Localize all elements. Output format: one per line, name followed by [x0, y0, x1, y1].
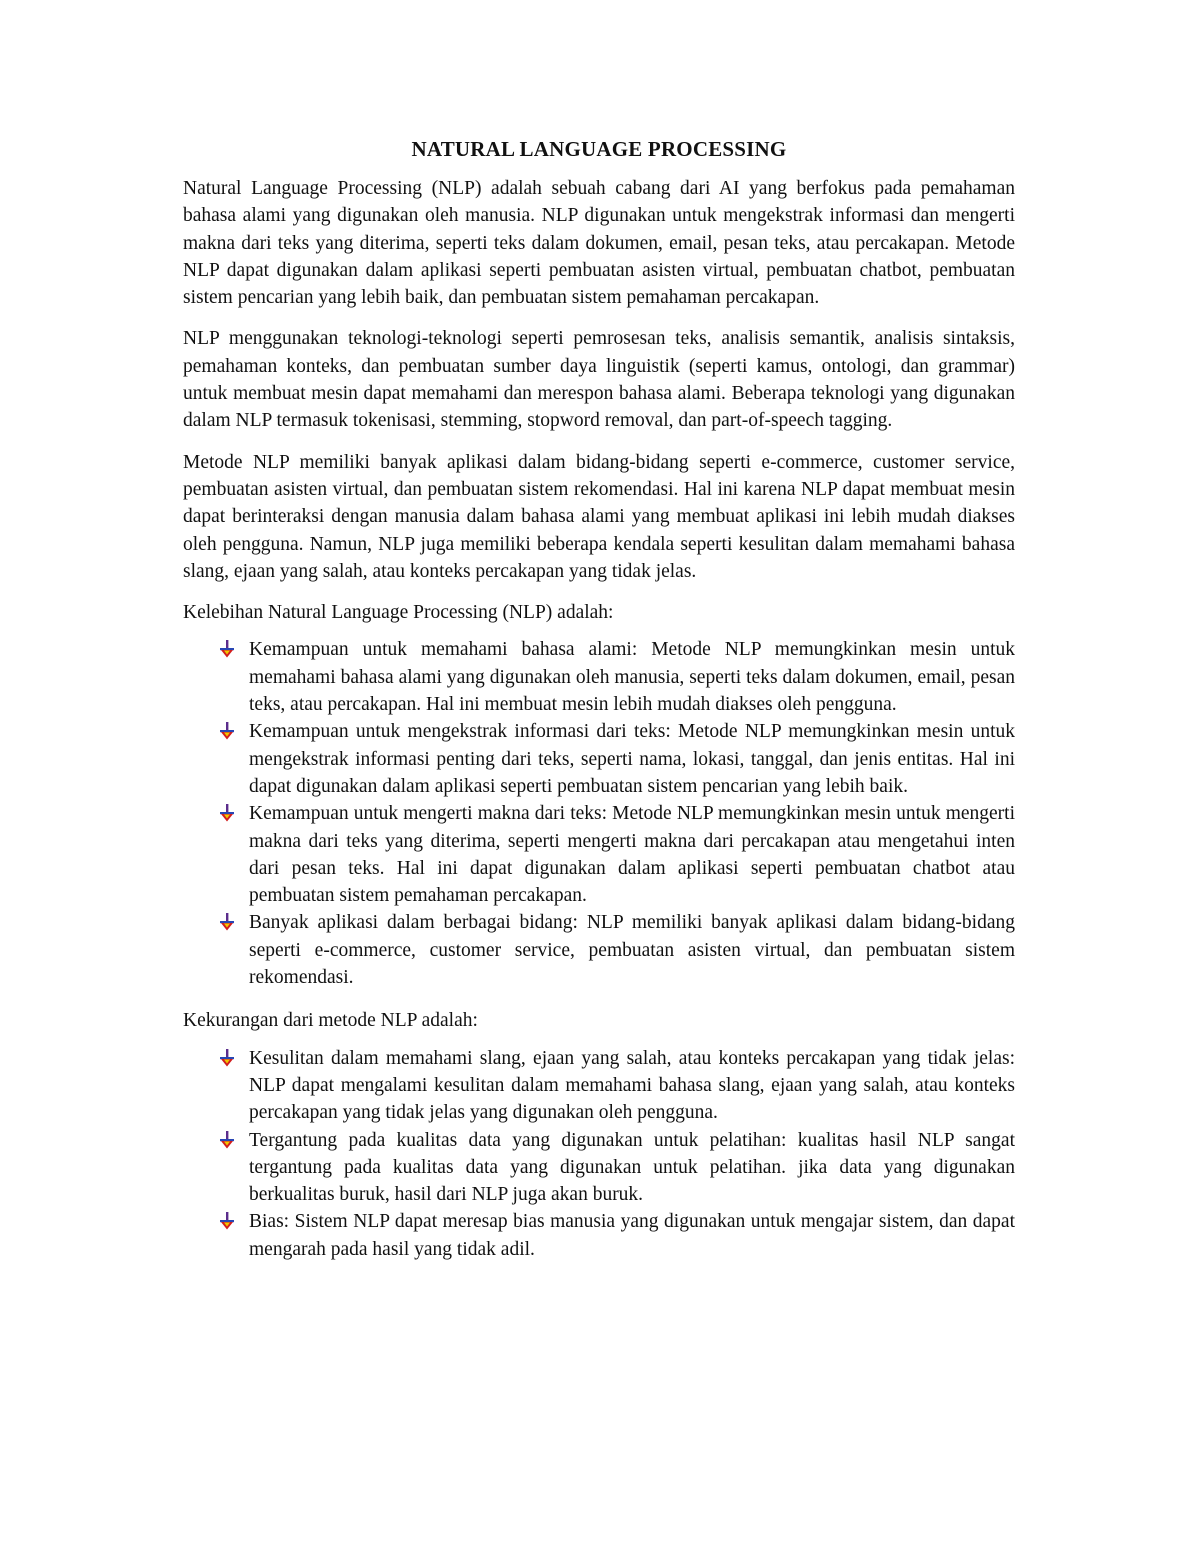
list-item-text: Banyak aplikasi dalam berbagai bidang: NLP memiliki banyak aplikasi dalam bidang-bidang seperti e-commerce, customer service, pembuatan asisten virtual, dan pembuatan sistem rekomendasi. [249, 912, 1015, 989]
advantages-heading: Kelebihan Natural Language Processing (NLP) adalah: [183, 602, 614, 624]
list-item [249, 800, 1015, 909]
arrow-down-bullet-icon [218, 640, 236, 658]
paragraph-applications: Metode NLP memiliki banyak aplikasi dalam bidang-bidang seperti e-commerce, customer service, pembuatan asisten virtual, dan pembuatan sistem rekomendasi. Hal ini karena NLP dapat membuat mesin dapat berinteraksi dengan manusia dalam bahasa alami yang membuat aplikasi ini lebih mudah diakses oleh pengguna. Namun, NLP juga memiliki beberapa kendala seperti kesulitan dalam memahami bahasa slang, ejaan yang salah, atau konteks percakapan yang tidak jelas. [183, 451, 1015, 582]
list-item [249, 1045, 1015, 1127]
document-title: NATURAL LANGUAGE PROCESSING [411, 137, 787, 161]
advantages-list [183, 636, 1015, 991]
document-page [183, 132, 1015, 1279]
list-item [249, 1208, 1015, 1263]
list-item-text: Tergantung pada kualitas data yang digunakan untuk pelatihan: kualitas hasil NLP sangat tergantung pada kualitas data yang digunakan untuk pelatihan. jika data yang digunakan berkualitas buruk, hasil dari NLP juga akan buruk. [249, 1129, 1015, 1206]
list-item [249, 636, 1015, 718]
disadvantages-list [183, 1045, 1015, 1263]
arrow-down-bullet-icon [218, 913, 236, 931]
list-item [249, 718, 1015, 800]
arrow-down-bullet-icon [218, 1212, 236, 1230]
paragraph-technologies: NLP menggunakan teknologi-teknologi seperti pemrosesan teks, analisis semantik, analisis sintaksis, pemahaman konteks, dan pembuatan sumber daya linguistik (seperti kamus, ontologi, dan grammar) untuk membuat mesin dapat memahami dan merespon bahasa alami. Beberapa teknologi yang digunakan dalam NLP termasuk tokenisasi, stemming, stopword removal, dan part-of-speech tagging. [183, 328, 1015, 432]
list-item-text: Kemampuan untuk mengerti makna dari teks: Metode NLP memungkinkan mesin untuk mengerti makna dari teks yang diterima, seperti mengerti makna dari percakapan atau mengetahui inten dari pesan teks. Hal ini dapat digunakan dalam aplikasi seperti pembuatan chatbot atau pembuatan sistem pemahaman percakapan. [249, 803, 1015, 907]
list-item [249, 909, 1015, 991]
list-item-text: Kemampuan untuk memahami bahasa alami: Metode NLP memungkinkan mesin untuk memahami bahasa alami yang digunakan oleh manusia, seperti teks dalam dokumen, email, pesan teks, atau percakapan. Hal ini membuat mesin lebih mudah diakses oleh pengguna. [249, 639, 1015, 716]
list-item-text: Bias: Sistem NLP dapat meresap bias manusia yang digunakan untuk mengajar sistem, dan dapat mengarah pada hasil yang tidak adil. [249, 1211, 1015, 1260]
paragraph-intro: Natural Language Processing (NLP) adalah sebuah cabang dari AI yang berfokus pada pemahaman bahasa alami yang digunakan oleh manusia. NLP digunakan untuk mengekstrak informasi dan mengerti makna dari teks yang diterima, seperti teks dalam dokumen, email, pesan teks, atau percakapan. Metode NLP dapat digunakan dalam aplikasi seperti pembuatan asisten virtual, pembuatan chatbot, pembuatan sistem pencarian yang lebih baik, dan pembuatan sistem pemahaman percakapan. [183, 178, 1015, 309]
list-item-text: Kesulitan dalam memahami slang, ejaan yang salah, atau konteks percakapan yang tidak jelas: NLP dapat mengalami kesulitan dalam memahami bahasa slang, ejaan yang salah, atau konteks percakapan yang tidak jelas yang digunakan oleh pengguna. [249, 1047, 1015, 1124]
arrow-down-bullet-icon [218, 722, 236, 740]
arrow-down-bullet-icon [218, 804, 236, 822]
arrow-down-bullet-icon [218, 1049, 236, 1067]
arrow-down-bullet-icon [218, 1131, 236, 1149]
list-item [249, 1127, 1015, 1209]
disadvantages-heading: Kekurangan dari metode NLP adalah: [183, 1010, 478, 1032]
list-item-text: Kemampuan untuk mengekstrak informasi dari teks: Metode NLP memungkinkan mesin untuk mengekstrak informasi penting dari teks, seperti nama, lokasi, tanggal, dan jenis entitas. Hal ini dapat digunakan dalam aplikasi seperti pembuatan sistem pencarian yang lebih baik. [249, 721, 1015, 797]
